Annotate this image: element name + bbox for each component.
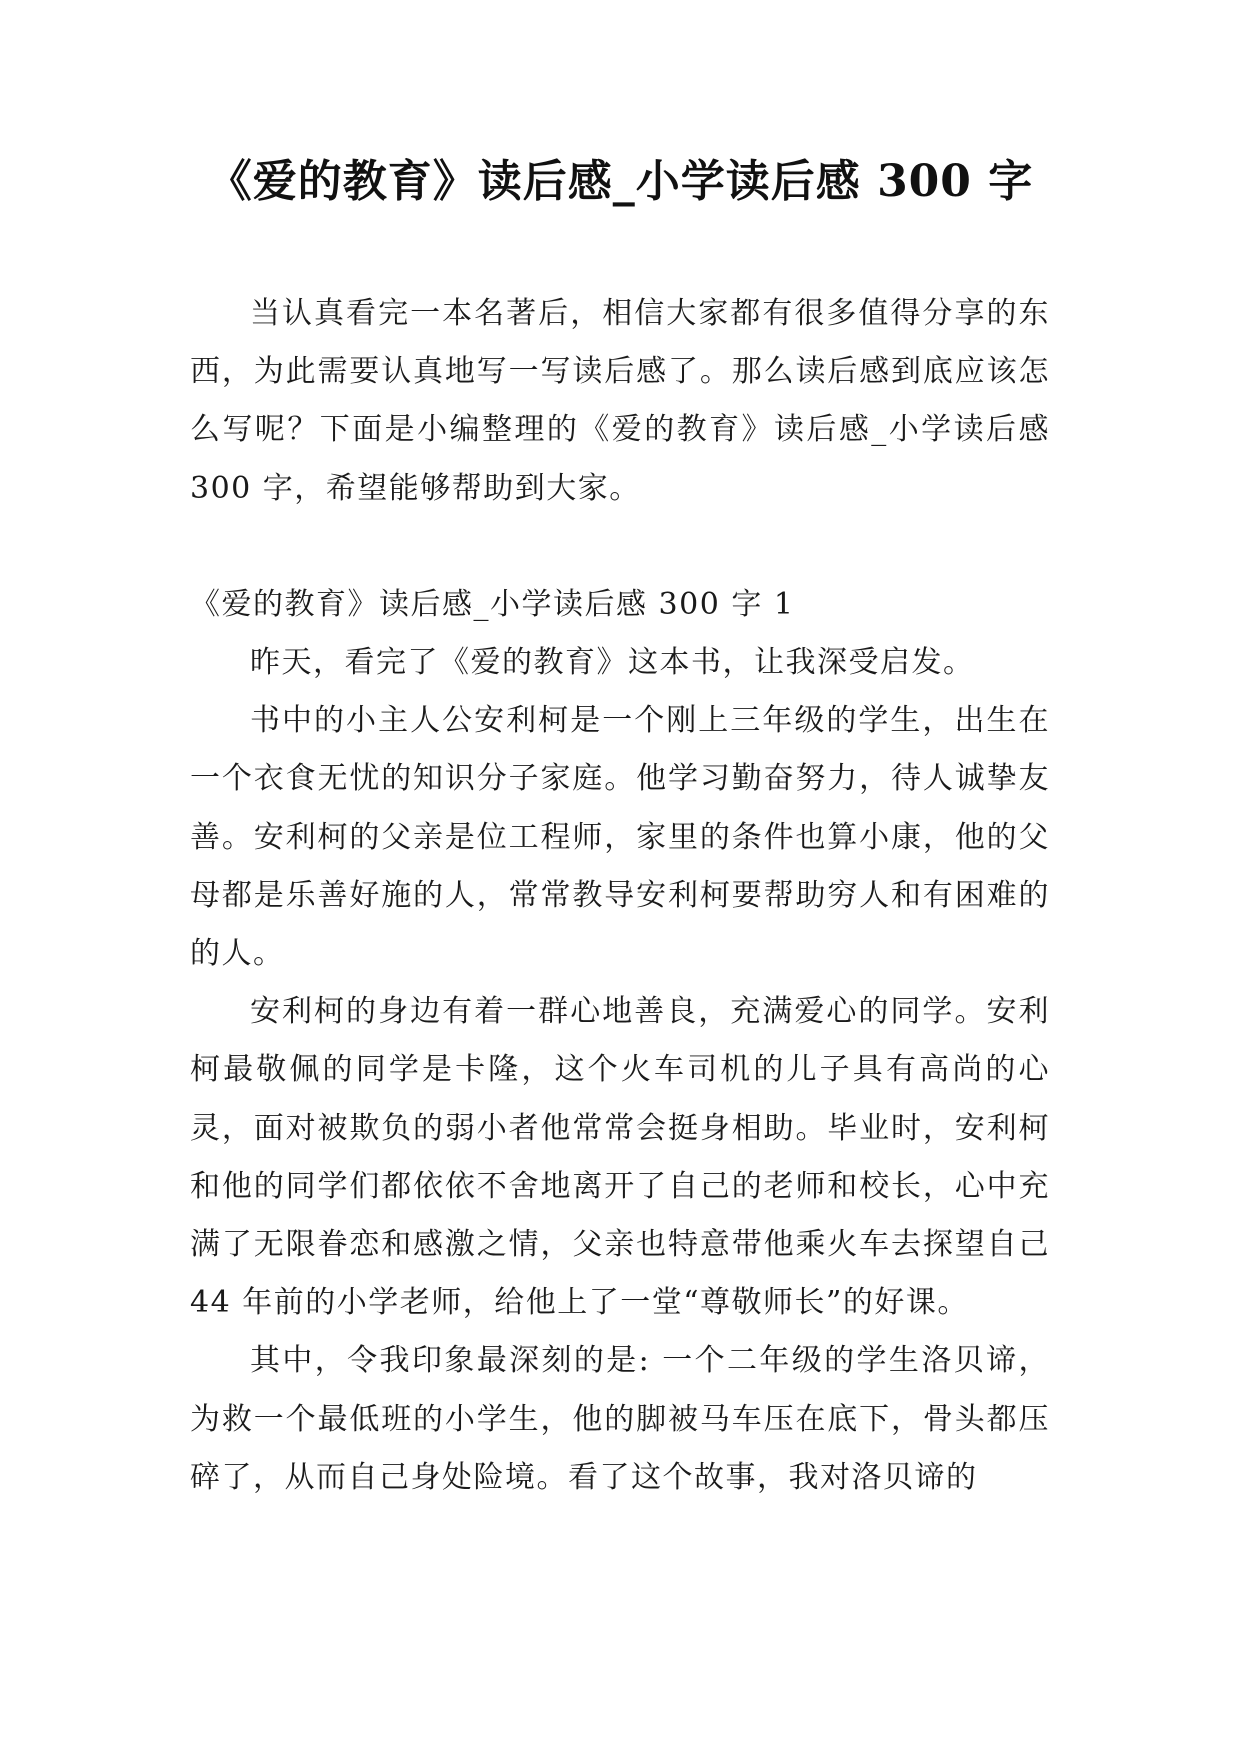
document-body [190,285,1050,1507]
body-paragraph-4: 其中，令我印象最深刻的是: 一个二年级的学生洛贝谛，为救一个最低班的小学生，他的脚被马车压在底下，骨头都压碎了，从而自己身处险境。看了这个故事，我对洛贝谛的 [190,1343,1050,1495]
section-heading: 《爱的教育》读后感_小学读后感 300 字 1 [190,586,795,622]
document-title: 《爱的教育》读后感_小学读后感 300 字 [207,156,1034,207]
body-paragraph-2: 书中的小主人公安利柯是一个刚上三年级的学生，出生在一个衣食无忧的知识分子家庭。他学习勤奋努力，待人诚挚友善。安利柯的父亲是位工程师，家里的条件也算小康，他的父母都是乐善好施的人，常常教导安利柯要帮助穷人和有困难的的人。 [190,703,1050,972]
body-paragraph-1: 昨天，看完了《爱的教育》这本书，让我深受启发。 [250,645,975,681]
body-paragraph-3: 安利柯的身边有着一群心地善良，充满爱心的同学。安利柯最敬佩的同学是卡隆，这个火车司机的儿子具有高尚的心灵，面对被欺负的弱小者他常常会挺身相助。毕业时，安利柯和他的同学们都依依不舍地离开了自己的老师和校长，心中充满了无限眷恋和感激之情，父亲也特意带他乘火车去探望自己 44 年前的小学老师，给他上了一堂“尊敬师长”的好课。 [190,994,1050,1321]
intro-paragraph: 当认真看完一本名著后，相信大家都有很多值得分享的东西，为此需要认真地写一写读后感了。那么读后感到底应该怎么写呢？下面是小编整理的《爱的教育》读后感_小学读后感 300 字，希望能够帮助到大家。 [190,296,1050,506]
